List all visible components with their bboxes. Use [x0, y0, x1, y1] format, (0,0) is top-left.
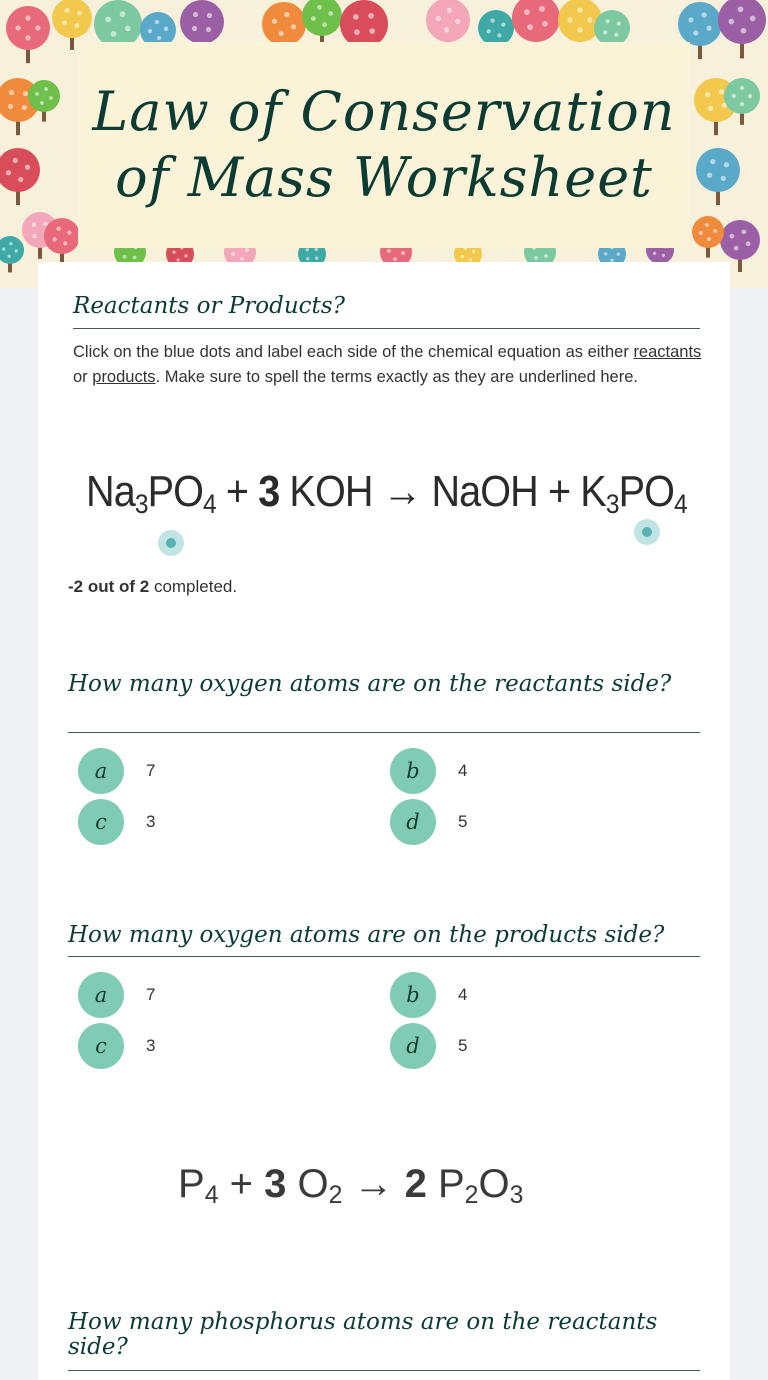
option-value: 4	[458, 761, 468, 780]
eq-text: +	[218, 1162, 265, 1206]
polka-dot	[728, 19, 734, 25]
eq-subscript: 3	[509, 1182, 524, 1210]
polka-dot	[57, 226, 61, 230]
products-label-hotspot[interactable]	[634, 519, 660, 545]
option-value: 5	[458, 812, 468, 831]
polka-dot	[455, 19, 460, 24]
polka-dot	[52, 237, 56, 241]
polka-dot	[354, 29, 360, 35]
polka-dot	[284, 12, 289, 17]
polka-dot	[738, 6, 744, 12]
polka-dot	[25, 35, 30, 40]
polka-dot	[617, 252, 620, 255]
tree-canopy	[692, 216, 724, 248]
term-reactants: reactants	[633, 343, 702, 361]
polka-dot	[43, 222, 47, 226]
eq-text: PO	[618, 467, 674, 516]
polka-dot	[120, 11, 126, 17]
option-letter-bubble: c	[78, 799, 124, 845]
polka-dot	[133, 256, 137, 260]
polka-dot	[15, 25, 20, 30]
eq-subscript: 2	[464, 1182, 479, 1210]
polka-dot	[306, 248, 309, 251]
polka-dot	[311, 16, 316, 21]
option-letter-bubble: d	[390, 1023, 436, 1069]
option-value: 7	[146, 761, 156, 780]
eq-subscript: 3	[134, 487, 148, 519]
q2-option-a[interactable]	[78, 972, 155, 1018]
polka-dot	[62, 20, 67, 25]
tree-canopy	[558, 0, 602, 42]
polka-dot	[25, 165, 30, 170]
polka-dot	[18, 177, 23, 182]
option-letter-bubble: a	[78, 972, 124, 1018]
polka-dot	[617, 21, 621, 25]
polka-dot	[74, 23, 79, 28]
polka-dot	[172, 250, 175, 253]
polka-dot	[614, 33, 618, 37]
q2-option-d[interactable]	[390, 1023, 467, 1069]
polka-dot	[706, 26, 711, 31]
polka-dot	[750, 16, 756, 22]
polka-dot	[40, 101, 44, 105]
term-products: products	[92, 368, 156, 386]
q2-option-c[interactable]	[78, 1023, 155, 1069]
hotspot-dot-icon	[166, 538, 176, 548]
instructions-text	[73, 340, 703, 390]
polka-dot	[741, 229, 746, 234]
eq-text: P	[426, 1162, 465, 1206]
polka-dot	[111, 31, 117, 37]
q1-option-c[interactable]	[78, 799, 155, 845]
polka-dot	[653, 252, 656, 255]
polka-dot	[469, 258, 472, 261]
instructions-part: . Make sure to spell the terms exactly as they are underlined here.	[155, 368, 638, 386]
polka-dot	[35, 92, 39, 96]
polka-dot	[63, 241, 67, 245]
polka-dot	[25, 15, 30, 20]
polka-dot	[23, 91, 28, 96]
reactants-label-hotspot[interactable]	[158, 530, 184, 556]
tree-canopy	[6, 6, 50, 50]
reaction-arrow-icon: →	[382, 467, 422, 516]
polka-dot	[157, 36, 161, 40]
polka-dot	[279, 31, 284, 36]
polka-dot	[539, 6, 545, 12]
question-3-title: How many phosphorus atoms are on the reactants side?	[68, 1309, 658, 1360]
eq-text: O	[286, 1162, 329, 1206]
eq-subscript: 2	[328, 1182, 343, 1210]
polka-dot	[9, 90, 14, 95]
polka-dot	[393, 257, 397, 261]
polka-dot	[192, 26, 197, 31]
polka-dot	[740, 102, 744, 106]
completion-status	[68, 577, 237, 597]
option-value: 4	[458, 985, 468, 1004]
worksheet-paper	[38, 262, 730, 1380]
polka-dot	[732, 94, 736, 98]
polka-dot	[184, 254, 187, 257]
eq-text: KOH	[279, 467, 383, 516]
polka-dot	[125, 26, 131, 32]
section-divider	[73, 328, 700, 329]
polka-dot	[272, 19, 277, 24]
polka-dot	[315, 256, 318, 259]
eq-text: NaOH + K	[421, 467, 606, 516]
polka-dot	[164, 27, 168, 31]
polka-dot	[401, 251, 405, 255]
polka-dot	[461, 255, 464, 258]
polka-dot	[567, 17, 572, 22]
option-value: 3	[146, 1036, 156, 1055]
option-letter-bubble: b	[390, 972, 436, 1018]
polka-dot	[447, 8, 452, 13]
polka-dot	[35, 25, 40, 30]
polka-dot	[472, 250, 475, 253]
polka-dot	[490, 18, 494, 22]
polka-dot	[721, 176, 726, 181]
polka-dot	[65, 8, 70, 13]
eq-text: P	[178, 1162, 205, 1206]
polka-dot	[7, 255, 10, 258]
polka-dot	[245, 248, 249, 252]
tree-canopy	[262, 2, 306, 46]
reaction-arrow-icon: →	[342, 1162, 405, 1206]
tree-canopy	[720, 220, 760, 260]
question-1-title: How many oxygen atoms are on the reactants side?	[68, 671, 672, 697]
q1-option-d[interactable]	[390, 799, 467, 845]
question-2-title: How many oxygen atoms are on the products side?	[68, 922, 665, 948]
polka-dot	[77, 11, 82, 16]
polka-dot	[314, 248, 317, 251]
title-card	[78, 42, 690, 248]
eq-coefficient: 3	[258, 467, 280, 516]
polka-dot	[707, 173, 712, 178]
polka-dot	[604, 252, 607, 255]
polka-dot	[708, 106, 713, 111]
polka-dot	[577, 27, 582, 32]
polka-dot	[44, 87, 48, 91]
tree-canopy	[94, 0, 142, 48]
polka-dot	[155, 20, 159, 24]
instructions-part: or	[73, 368, 93, 386]
polka-dot	[231, 252, 235, 256]
header-banner	[0, 0, 768, 288]
chemical-equation-2	[178, 1162, 523, 1210]
polka-dot	[322, 22, 327, 27]
chemical-equation-1	[86, 467, 687, 520]
tree-canopy	[28, 80, 60, 112]
polka-dot	[542, 21, 548, 27]
polka-dot	[291, 24, 296, 29]
page-title: Law of Conservation of Mass Worksheet	[92, 80, 676, 209]
polka-dot	[501, 22, 505, 26]
option-letter-bubble: c	[78, 1023, 124, 1069]
polka-dot	[387, 249, 391, 253]
polka-dot	[6, 170, 11, 175]
polka-dot	[486, 29, 490, 33]
polka-dot	[705, 92, 710, 97]
polka-dot	[15, 249, 18, 252]
polka-dot	[605, 19, 609, 23]
instructions-part: Click on the blue dots and label each side of the chemical equation as either	[73, 343, 634, 361]
eq-subscript: 4	[203, 487, 216, 519]
polka-dot	[193, 12, 198, 17]
question-divider	[68, 732, 700, 733]
polka-dot	[436, 16, 441, 21]
option-value: 3	[146, 812, 156, 831]
option-letter-bubble: d	[390, 799, 436, 845]
polka-dot	[603, 30, 607, 34]
tree-canopy	[44, 218, 80, 254]
tree-canopy	[302, 0, 342, 36]
polka-dot	[719, 89, 724, 94]
polka-dot	[699, 231, 703, 235]
tree-canopy	[678, 2, 722, 46]
eq-subscript: 3	[605, 487, 619, 519]
polka-dot	[524, 9, 530, 15]
polka-dot	[534, 256, 538, 260]
polka-dot	[497, 33, 501, 37]
polka-dot	[207, 13, 212, 18]
completion-count: -2 out of 2	[68, 577, 150, 596]
completion-suffix: completed.	[149, 577, 238, 596]
section-heading-reactants-products: Reactants or Products?	[73, 293, 345, 319]
tree-canopy	[52, 0, 92, 38]
polka-dot	[710, 159, 715, 164]
polka-dot	[9, 242, 12, 245]
polka-dot	[544, 254, 548, 258]
q1-option-a[interactable]	[78, 748, 155, 794]
polka-dot	[105, 17, 111, 23]
polka-dot	[705, 223, 709, 227]
polka-dot	[693, 30, 698, 35]
eq-text: O	[478, 1162, 510, 1206]
polka-dot	[13, 158, 18, 163]
polka-dot	[328, 11, 333, 16]
polka-dot	[22, 105, 27, 110]
polka-dot	[724, 162, 729, 167]
question-divider	[68, 956, 700, 957]
option-letter-bubble: b	[390, 748, 436, 794]
polka-dot	[729, 234, 734, 239]
polka-dot	[353, 14, 359, 20]
eq-subscript: 4	[673, 487, 687, 519]
option-letter-bubble: a	[78, 748, 124, 794]
polka-dot	[688, 17, 693, 22]
polka-dot	[2, 247, 5, 250]
polka-dot	[240, 257, 244, 261]
eq-subscript: 4	[204, 1182, 219, 1210]
polka-dot	[740, 86, 744, 90]
polka-dot	[701, 12, 706, 17]
hotspot-dot-icon	[642, 527, 652, 537]
polka-dot	[32, 223, 36, 227]
tree-canopy	[512, 0, 560, 42]
tree-canopy	[718, 0, 766, 44]
polka-dot	[587, 17, 592, 22]
polka-dot	[317, 5, 322, 10]
tree-canopy	[426, 0, 470, 42]
polka-dot	[8, 104, 13, 109]
polka-dot	[741, 28, 747, 34]
option-value: 5	[458, 1036, 468, 1055]
tree-canopy	[180, 0, 224, 44]
polka-dot	[734, 246, 739, 251]
polka-dot	[67, 231, 71, 235]
tree-canopy	[724, 78, 760, 114]
polka-dot	[206, 27, 211, 32]
polka-dot	[369, 28, 375, 34]
polka-dot	[713, 229, 717, 233]
polka-dot	[746, 241, 751, 246]
polka-dot	[123, 255, 127, 259]
q1-option-b[interactable]	[390, 748, 467, 794]
polka-dot	[444, 27, 449, 32]
tree-canopy	[594, 10, 630, 46]
tree-canopy	[340, 0, 388, 48]
polka-dot	[49, 96, 53, 100]
polka-dot	[707, 237, 711, 241]
eq-text: PO	[147, 467, 203, 516]
eq-coefficient: 2	[404, 1162, 427, 1206]
option-value: 7	[146, 985, 156, 1004]
eq-text: Na	[86, 467, 135, 516]
question-divider	[68, 1370, 700, 1371]
polka-dot	[306, 257, 309, 260]
tree-canopy	[0, 148, 40, 192]
q2-option-b[interactable]	[390, 972, 467, 1018]
tree-canopy	[478, 10, 514, 46]
polka-dot	[662, 254, 665, 257]
polka-dot	[748, 94, 752, 98]
tree-canopy	[696, 148, 740, 192]
polka-dot	[148, 29, 152, 33]
polka-dot	[368, 13, 374, 19]
eq-text: +	[215, 467, 259, 516]
polka-dot	[527, 24, 533, 30]
polka-dot	[577, 7, 582, 12]
eq-coefficient: 3	[264, 1162, 287, 1206]
polka-dot	[33, 234, 37, 238]
